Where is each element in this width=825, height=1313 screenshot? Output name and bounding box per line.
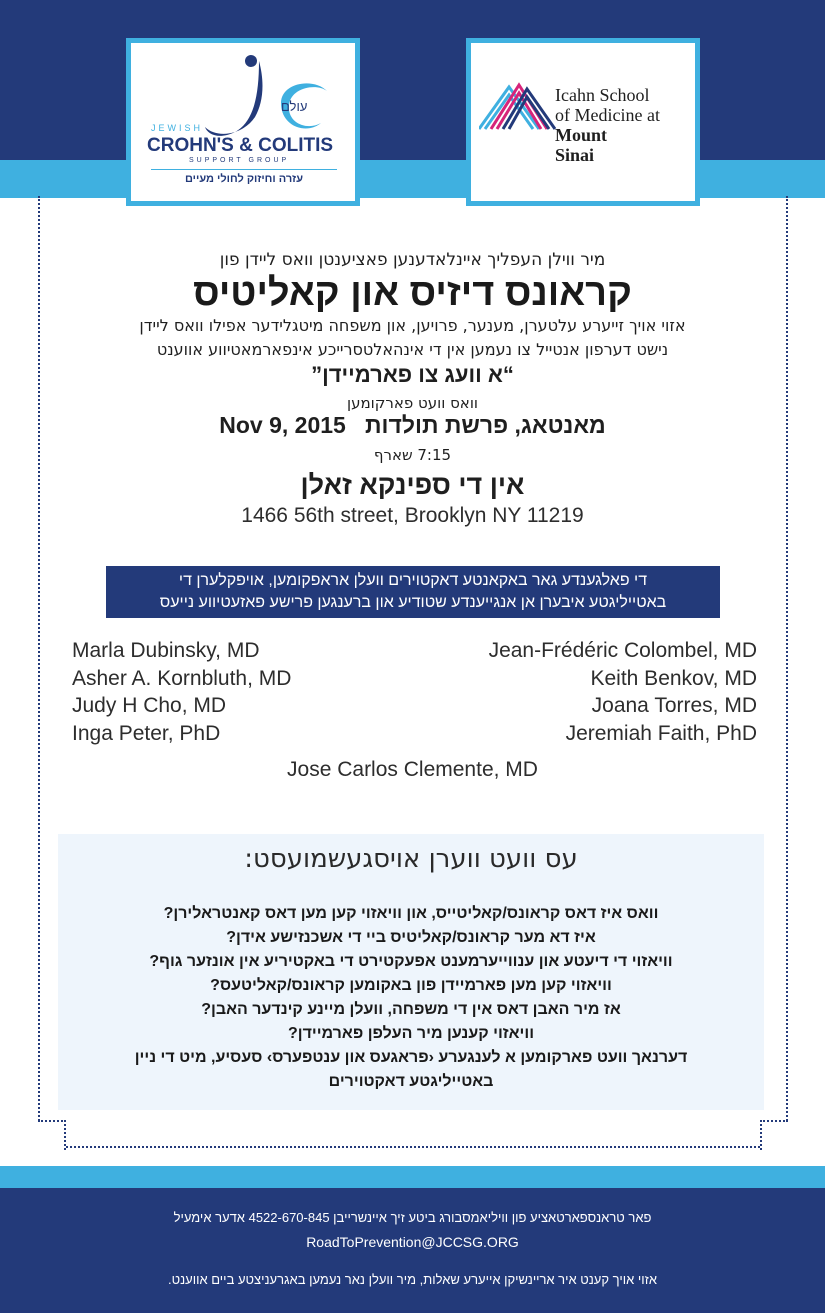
frame-corner-right — [760, 1120, 788, 1150]
doctor-name: Asher A. Kornbluth, MD — [72, 666, 292, 690]
logo-support: SUPPORT GROUP — [189, 157, 290, 164]
footer-transport: פאר טראנספארטאציע פון וויליאמסבורג ביטע זיך איינשרייבן 4522-670-845 אדער אימעיל — [173, 1210, 652, 1225]
logo-line2: of Medicine at — [555, 105, 660, 125]
question-item: דערנאך וועט פארקומען א לענגערע ‹פראגעס און ענטפערס› סעסיע, מיט די ניין — [134, 1049, 688, 1066]
logo-name: CROHN'S & COLITIS — [147, 135, 334, 156]
doctor-center: Jose Carlos Clemente, MD — [287, 758, 538, 781]
intro-line: מיר ווילן העפליך איינלאדענען פאציענטן וואס ליידן פון — [219, 250, 606, 270]
question-item: וויאזוי די דיעטע און ענווייערמענט אפעקטירט די באקטיריע אין אונזער גוף? — [149, 953, 673, 970]
venue-address: 1466 56th street, Brooklyn NY 11219 — [241, 504, 584, 527]
footer-email-link[interactable]: RoadToPrevention@JCCSG.ORG — [306, 1234, 519, 1250]
logo-tagline: עזרה וחיזוק לחולי מעיים — [184, 173, 304, 185]
date-hebrew: מאנטאג, פרשת תולדות — [365, 412, 606, 438]
doctor-name: Inga Peter, PhD — [72, 721, 221, 745]
question-item: איז דא מער קראונס/קאליטיס ביי די אשכנזישע אידן? — [226, 929, 596, 946]
sub-line-2: נישט דערפון אנטייל צו נעמען אין די אינהאלטסרייכע אינפארמאטיווע אווענט — [156, 340, 669, 359]
doctor-name: Jeremiah Faith, PhD — [565, 721, 757, 745]
logo-line4: Sinai — [555, 145, 595, 165]
event-date — [60, 412, 765, 439]
doctor-name: Judy H Cho, MD — [72, 694, 227, 717]
doctors-banner — [106, 566, 720, 618]
will-take-place: וואס וועט פארקומען — [346, 394, 478, 412]
date-english: Nov 9, 2015 — [219, 412, 346, 438]
banner-line-2: באטייליגטע איבערן אן אנגייענדע שטודיע און ברענגען פרישע פאזעטיווע נייעס — [159, 594, 667, 611]
header-stripe — [0, 160, 825, 198]
question-item: וויאזוי קענען מיר העלפן פארמיידן? — [287, 1025, 535, 1042]
footer-questions-note: אזוי אויך קענט איר ארײנשיקן אייערע שאלות, מיר וועלן נאר נעמען באגרעניצטע ביים אווענט. — [168, 1272, 657, 1287]
doctors-right-list — [489, 637, 757, 747]
frame-corner-left — [38, 1120, 66, 1150]
question-item: וואס איז דאס קראונס/קאליטייס, און וויאזוי קען מען דאס קאנטראלירן? — [163, 905, 659, 922]
doctor-name: Joana Torres, MD — [591, 694, 757, 717]
page-title: קראונס דיזיס און קאליטיס — [193, 272, 632, 314]
event-time: 7:15 שארף — [373, 446, 452, 464]
sub-line-1: אזוי אויך זייערע עלטערן, מענער, פרויען, און משפחה מיטגלידער אפילו וואס ליידן — [139, 316, 686, 335]
venue-name: אין די ספינקא זאלן — [300, 470, 525, 500]
doctor-name: Jean-Frédéric Colombel, MD — [488, 639, 757, 662]
icahn-mount-sinai-logo — [466, 38, 700, 206]
question-item: באטייליגטע דאקטוירים — [328, 1073, 494, 1090]
logo-hebrew-olam: עולם — [281, 99, 308, 114]
mount-sinai-mountain-icon — [479, 77, 559, 137]
crohns-colitis-logo — [126, 38, 360, 206]
questions-box — [58, 834, 764, 1110]
footer-band — [0, 1188, 825, 1313]
logo-jewish: JEWISH — [151, 123, 204, 133]
doctor-name: Keith Benkov, MD — [590, 666, 757, 690]
questions-list — [66, 902, 756, 1094]
doctor-name: Marla Dubinsky, MD — [72, 639, 260, 662]
question-item: אז מיר האבן דאס אין די משפחה, וועלן מיינע קינדער האבן? — [201, 1001, 621, 1018]
doctors-left-list — [72, 637, 291, 747]
banner-line-1: די פאלגענדע גאר באקאנטע דאקטוירים וועלן אראפקומען, אויפקלערן די — [178, 572, 648, 589]
logo-line1: Icahn School — [555, 85, 650, 105]
questions-heading: עס וועט ווערן אויסגעשמועסט: — [244, 844, 578, 874]
logo-line3: Mount — [555, 125, 608, 145]
event-name: “א וועג צו פארמיידן” — [311, 362, 514, 387]
footer-stripe — [0, 1166, 825, 1188]
question-item: וויאזוי קען מען פארמיידן פון באקומען קראונס/קאליטעס? — [210, 977, 612, 994]
header-band — [0, 0, 825, 160]
